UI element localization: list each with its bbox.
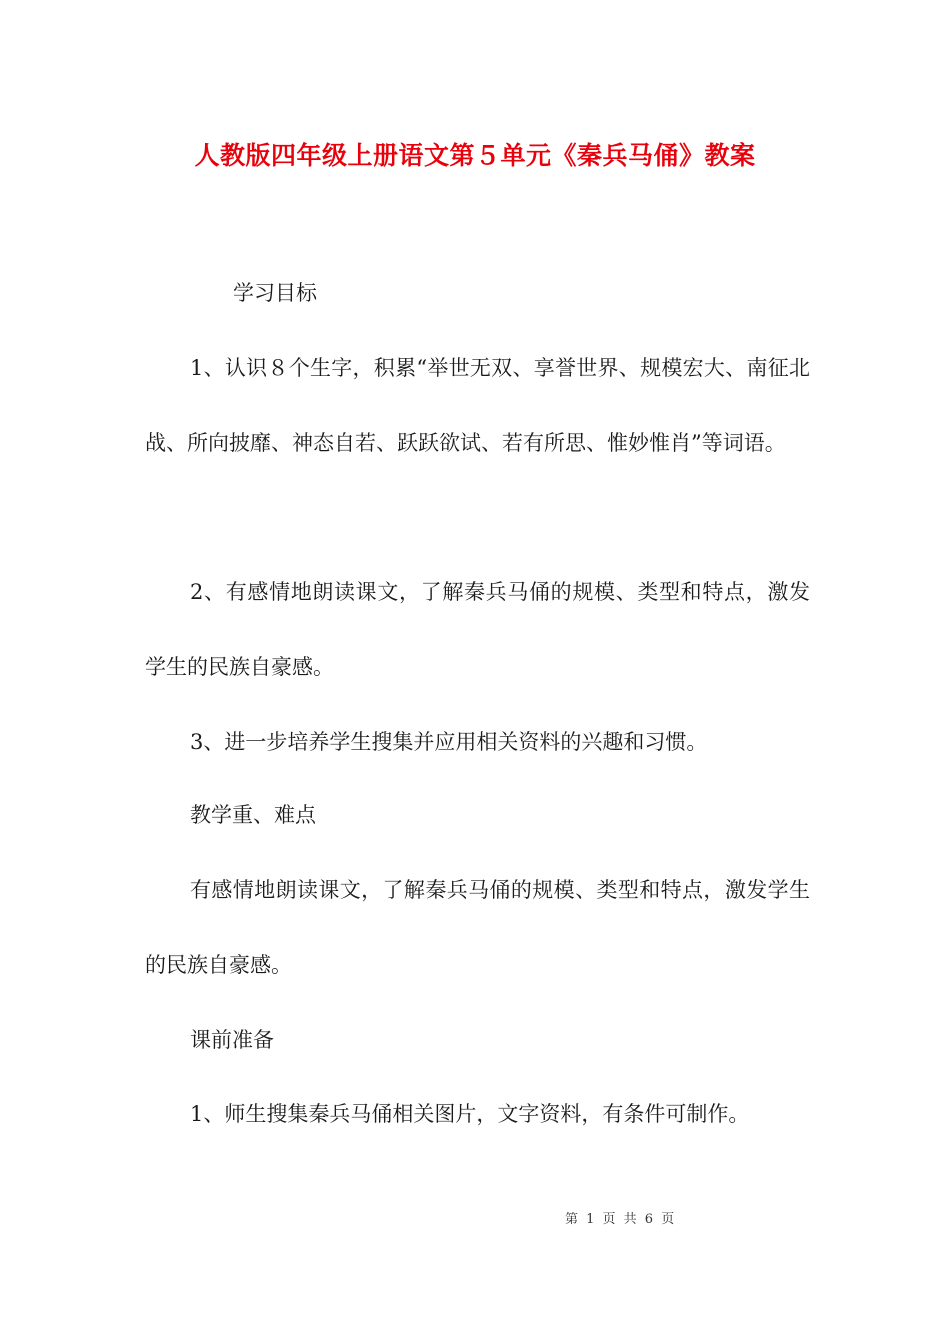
key-points-text: 有感情地朗读课文，了解秦兵马俑的规模、类型和特点，激发学生的民族自豪感。 [145, 878, 810, 977]
objective-1: 1、认识８个生字，积累“举世无双、享誉世界、规模宏大、南征北战、所向披靡、神态自若、跃跃欲试、若有所思、惟妙惟肖”等词语。 [145, 356, 810, 455]
page-number-footer: 第 1 页 共 6 页 [565, 1212, 675, 1227]
preparation-1: 1、师生搜集秦兵马俑相关图片，文字资料，有条件可制作。 [190, 1102, 750, 1126]
document-title: 人教版四年级上册语文第５单元《秦兵马俑》教案 [194, 141, 756, 170]
objectives-heading: 学习目标 [233, 281, 317, 305]
preparation-heading: 课前准备 [190, 1028, 274, 1052]
objective-2: 2、有感情地朗读课文，了解秦兵马俑的规模、类型和特点，激发学生的民族自豪感。 [145, 580, 810, 679]
objective-3: 3、进一步培养学生搜集并应用相关资料的兴趣和习惯。 [190, 730, 708, 754]
key-points-heading: 教学重、难点 [190, 803, 316, 827]
